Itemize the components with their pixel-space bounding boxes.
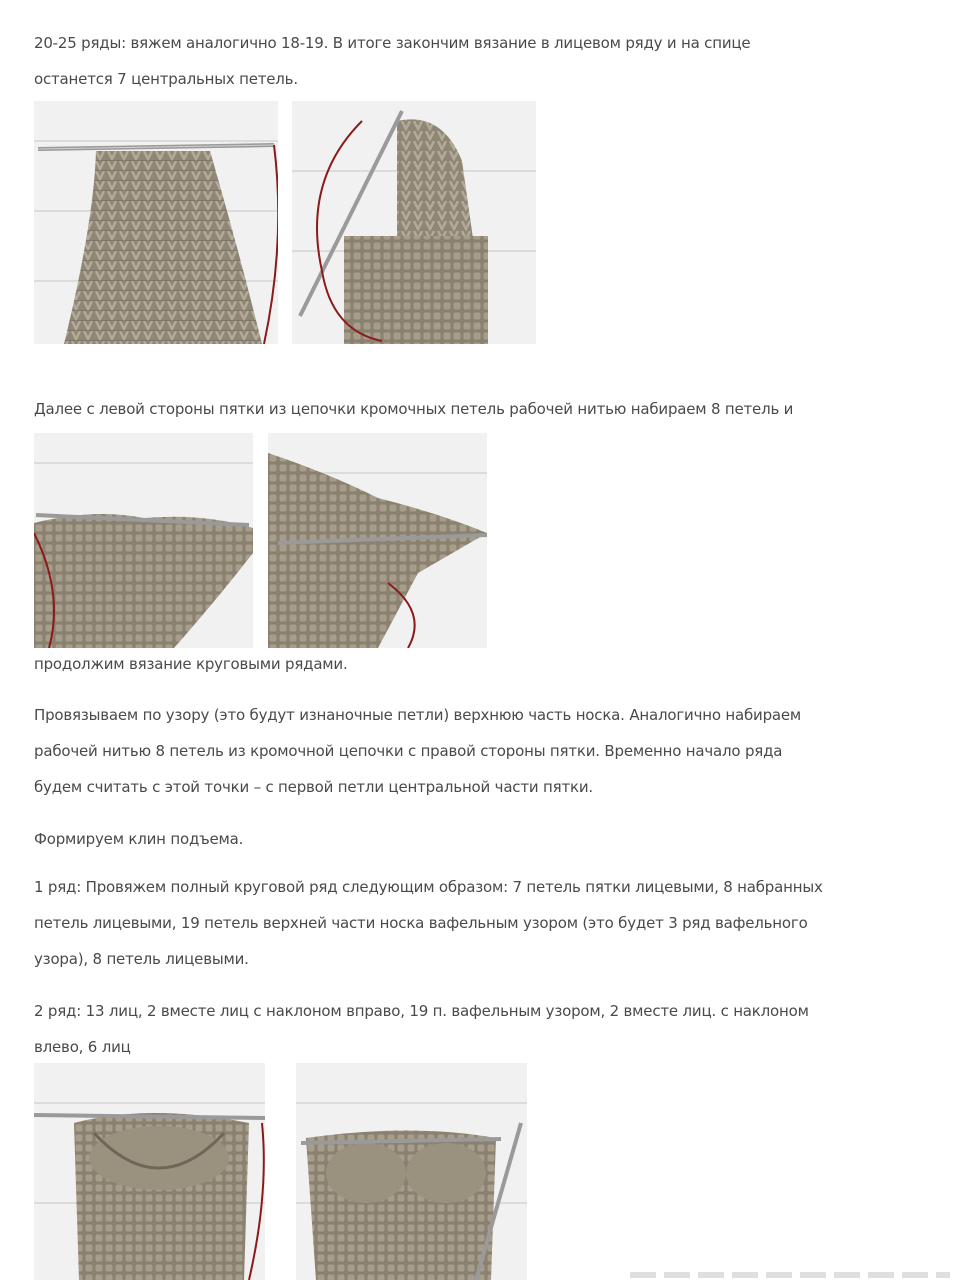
photo-gusset-front: [34, 1063, 265, 1280]
text-line: Далее с левой стороны пятки из цепочки кромочных петель рабочей нитью набираем 8 петель и: [34, 400, 794, 418]
paragraph-row-1: [34, 869, 823, 977]
text-line: будем считать с этой точки – с первой петли центральной части пятки.: [34, 778, 593, 796]
text-line: продолжим вязание круговыми рядами.: [34, 655, 348, 673]
paragraph-knit-top: [34, 697, 801, 805]
photo-heel-waffle-side: [292, 101, 536, 344]
text-line: 1 ряд: Провяжем полный круговой ряд следующим образом: 7 петель пятки лицевыми, 8 набранных: [34, 878, 823, 896]
text-line: 20-25 ряды: вяжем аналогично 18-19. В итоге закончим вязание в лицевом ряду и на спице: [34, 34, 751, 52]
photo-gusset-top: [296, 1063, 527, 1280]
photo-pickup-left-side: [34, 433, 253, 648]
text-line: узора), 8 петель лицевыми.: [34, 950, 249, 968]
text-line: влево, 6 лиц: [34, 1038, 131, 1056]
paragraph-gusset: [34, 821, 243, 857]
paragraph-next-left-side: [34, 391, 793, 427]
cut-off-text-line: [630, 1272, 950, 1278]
photo-pickup-needle-angle: [268, 433, 487, 648]
paragraph-continue-round: [34, 646, 348, 682]
text-line: петель лицевыми, 19 петель верхней части носка вафельным узором (это будет 3 ряд вафельного: [34, 914, 808, 932]
photo-heel-rib-needle: [34, 101, 278, 344]
text-line: 2 ряд: 13 лиц, 2 вместе лиц с наклоном вправо, 19 п. вафельным узором, 2 вместе лиц. с наклоном: [34, 1002, 809, 1020]
paragraph-row-2: [34, 993, 809, 1065]
text-line: останется 7 центральных петель.: [34, 70, 298, 88]
text-line: рабочей нитью 8 петель из кромочной цепочки с правой стороны пятки. Временно начало ряда: [34, 742, 783, 760]
paragraph-rows-20-25: [34, 25, 750, 97]
text-line: Формируем клин подъема.: [34, 830, 244, 848]
text-line: Провязываем по узору (это будут изнаночные петли) верхнюю часть носка. Аналогично набираем: [34, 706, 802, 724]
